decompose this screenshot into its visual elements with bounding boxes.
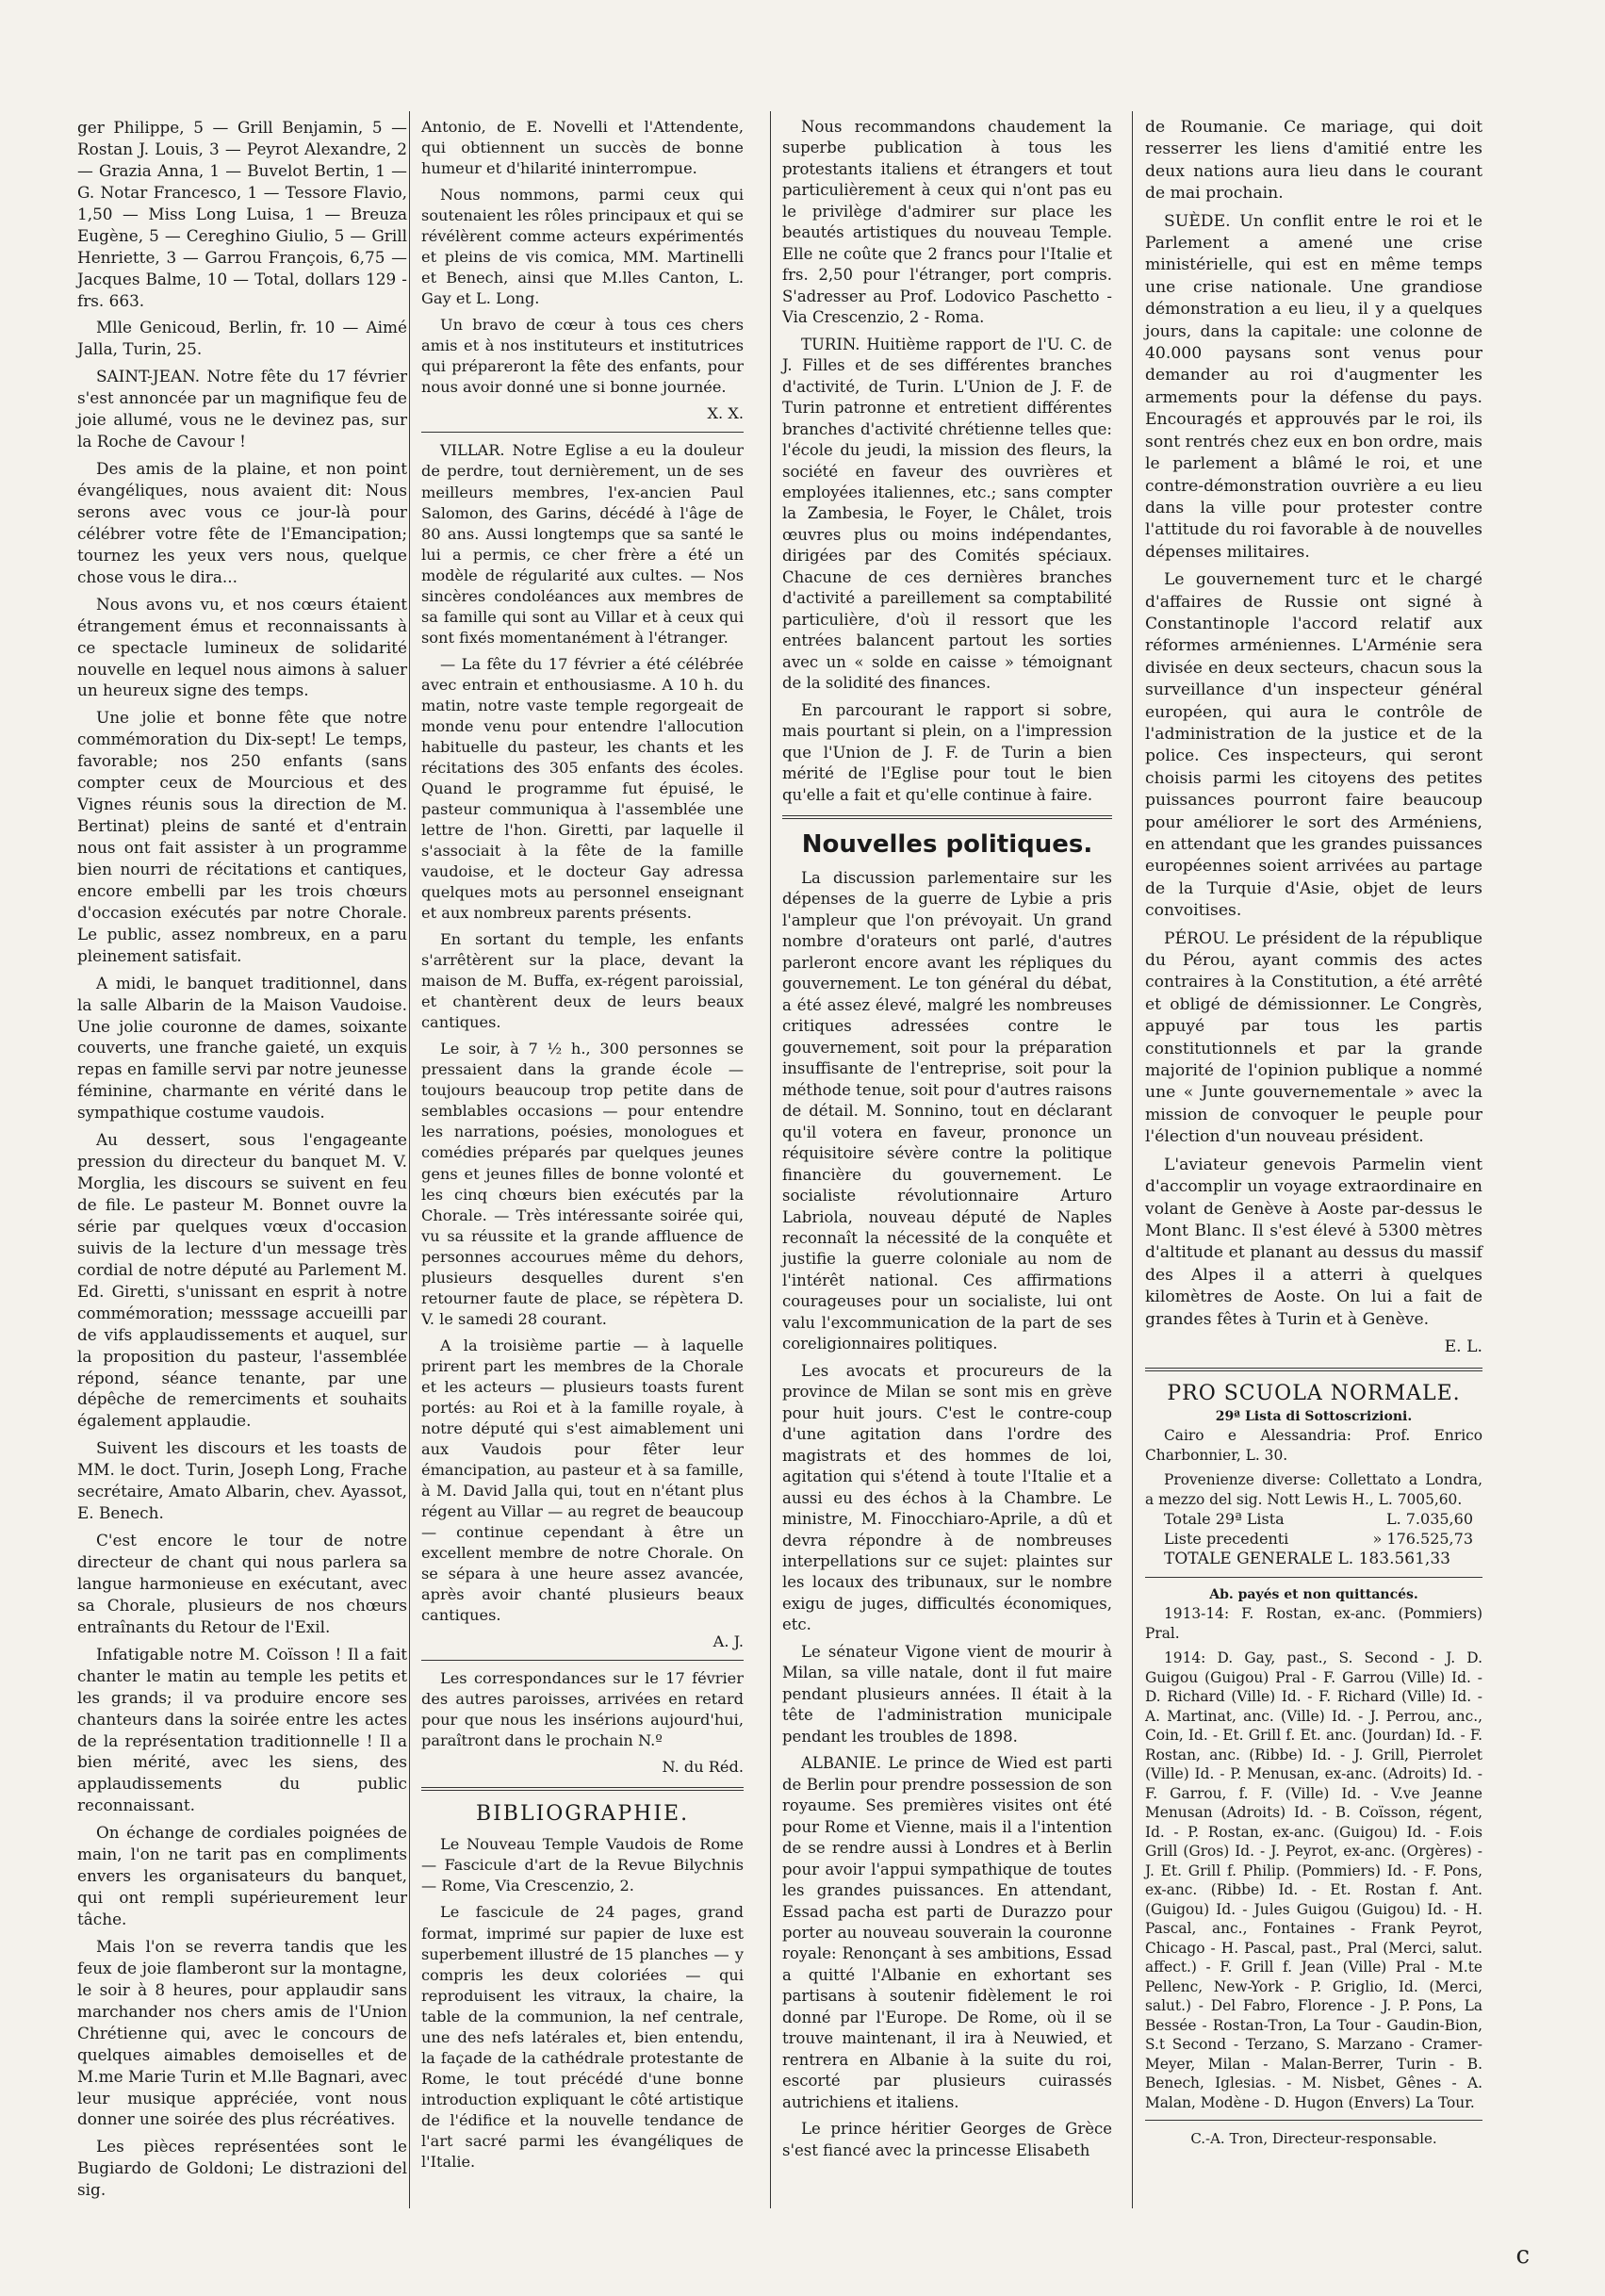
abonnements-entry: 1913-14: F. Rostan, ex-anc. (Pommiers) Pral. bbox=[1145, 1605, 1482, 1642]
section-title-bibliographie: BIBLIOGRAPHIE. bbox=[475, 1802, 690, 1827]
separator-rule bbox=[421, 432, 744, 433]
section-title-nouvelles-politiques: Nouvelles politiques. bbox=[801, 830, 1093, 859]
paragraph: Mlle Genicoud, Berlin, fr. 10 — Aimé Jalla, Turin, 25. bbox=[77, 318, 407, 359]
total-label: Totale 29ª Lista bbox=[1164, 1510, 1285, 1529]
separator-rule bbox=[1145, 1577, 1482, 1578]
abonnements-entry: 1914: D. Gay, past., S. Second - J. D. Guigou (Guigou) Pral - F. Garrou (Ville) Id. - D. Richard (Ville) Id. - F. Richard (Ville) Id. - A. Martinat, anc. (Ville) Id. - J. Perrou, anc., Coin, Id. - Et. Grill f. Et. anc. (Jourdan) Id. - F. Rostan, anc. (Ribbe) Id. - J. Grill, Pierrolet (Ville) Id. - P. Menusan, ex-anc. (Adroits) Id. - F. Garrou, f. F. (Ville) Id. - V.ve Jeanne Menusan (Adroits) Id. - B. Coïsson, régent, Id. - P. Rostan, ex-anc. (Guigou) Id. - F.ois Grill (Gros) Id. - J. Peyrot, ex-anc. (Orgères) - J. Et. Grill f. Philip. (Pommiers) Id. - F. Pons, ex-anc. (Ribbe) Id. - Et. Rostan f. Ant. (Guigou) Id. - Jules Guigou (Guigou) Id. - H. Pascal, anc., Fontaines - Frank Peyrot, Chicago - H. Pascal, past., Pral (Merci, salut. affect.) - F. Grill f. Jean (Ville) Pral - M.te Pellenc, New-York - P. Griglio, Id. (Merci, salut.) - Del Fabro, Florence - J. P. Pons, La Bessée - Rostan-Tron, La Tour - Gaudin-Bion, S.t Second - Terzano, S. Marzano - Cramer-Meyer, Milan - Malan-Berrer, Turin - B. Benech, Iglesias. - M. Nisbet, Gênes - A. Malan, Modène - D. Hugon (Envers) La Tour. bbox=[1145, 1649, 1482, 2111]
paragraph: A la troisième partie — à laquelle prirent part les membres de la Chorale et les acteurs — plusieurs toasts furent portés: au Roi et à la famille royale, à notre député qui s'est aimablement uni aux Vaudois pour fêter leur émancipation, au pasteur et à sa famille, à M. David Jalla qui, tout en n'étant plus régent au Villar — au regret de beaucoup — continue cependant à être un excellent membre de notre Chorale. On se sépara à une heure assez avancée, après avoir chanté plusieurs beaux cantiques. bbox=[421, 1336, 744, 1625]
paragraph: Les correspondances sur le 17 février des autres paroisses, arrivées en retard pour que nous les insérions aujourd'hui, paraîtront dans le prochain N.º bbox=[421, 1669, 744, 1750]
separator-rule bbox=[421, 1787, 744, 1791]
paragraph: Nous nommons, parmi ceux qui soutenaient les rôles principaux et qui se révélèrent comme acteurs expérimentés et pleins de vis comica, MM. Martinelli et Benech, ainsi que M.lles Canton, L. Gay et L. Long. bbox=[421, 186, 744, 308]
paragraph: Suivent les discours et les toasts de MM. le doct. Turin, Joseph Long, Frache secrétaire, Amato Albarin, chev. Ayassot, E. Benech. bbox=[77, 1438, 407, 1523]
signature: X. X. bbox=[707, 404, 744, 423]
total-value: » 176.525,73 bbox=[1372, 1530, 1473, 1549]
paragraph: On échange de cordiales poignées de main, l'on ne tarit pas en compliments envers les organisateurs du banquet, qui ont rempli supérieurement leur tâche. bbox=[77, 1823, 407, 1928]
paragraph: C'est encore le tour de notre directeur de chant qui nous parlera sa langue harmonieuse en exécutant, avec sa Chorale, plusieurs de nos chœurs entraînants du Retour de l'Exil. bbox=[77, 1531, 407, 1636]
separator-rule bbox=[1145, 1368, 1482, 1371]
abonnements-title: Ab. payés et non quittancés. bbox=[1209, 1587, 1418, 1603]
section-title-pro-scuola-normale: PRO SCUOLA NORMALE. bbox=[1167, 1382, 1461, 1406]
paragraph: — La fête du 17 février a été célébrée avec entrain et enthousiasme. A 10 h. du matin, notre vaste temple regorgeait de monde venu pour entendre l'allocution habituelle du pasteur, les chants et les récitations des 305 enfants des écoles. Quand le programme fut épuisé, le pasteur communiqua à l'assemblée une lettre de l'hon. Giretti, par laquelle il s'associait à la fête de la famille vaudoise, et le docteur Gay adressa quelques mots au personnel enseignant et aux nombreux parents présents. bbox=[421, 654, 744, 923]
column-3 bbox=[782, 117, 1112, 2161]
signature: N. du Réd. bbox=[662, 1758, 744, 1777]
paragraph: ger Philippe, 5 — Grill Benjamin, 5 — Rostan J. Louis, 3 — Peyrot Alexandre, 2 — Grazia Anna, 1 — Buvelot Bertin, 1 — G. Notar Francesco, 1 — Tessore Flavio, 1,50 — Miss Long Luisa, 1 — Breuza Eugène, 5 — Cereghino Giulio, 5 — Grill Henriette, 3 — Garrou François, 6,75 — Jacques Balme, 10 — Total, dollars 129 - frs. 663. bbox=[77, 118, 407, 310]
column-4 bbox=[1145, 117, 1482, 2151]
paragraph: La discussion parlementaire sur les dépenses de la guerre de Lybie a pris l'ampleur que l'on prévoyait. Un grand nombre d'orateurs ont parlé, d'autres parleront encore avant les répliques du gouvernement. Le ton général du débat, a été assez élevé, malgré les nombreuses critiques adressées contre le gouvernement, soit pour la préparation insuffisante de l'entreprise, soit pour la méthode tenue, soit pour d'autres raisons de détail. M. Sonnino, tout en déclarant qu'il votera en faveur, prononce un réquisitoire sévère contre la politique financière du gouvernement. Le socialiste révolutionnaire Arturo Labriola, nouveau député de Naples reconnaît la nécessité de la conquête et justifie la guerre coloniale au nom de l'intérêt national. Ces affirmations courageuses pour un socialiste, lui ont valu l'excommunication de la part de ses coreligionnaires politiques. bbox=[782, 869, 1112, 1353]
paragraph: Un bravo de cœur à tous ces chers amis et à nos instituteurs et institutrices qui prépareront la fête des enfants, pour nous avoir donné une si bonne journée. bbox=[421, 316, 744, 397]
paragraph: Le Nouveau Temple Vaudois de Rome — Fascicule d'art de la Revue Bilychnis — Rome, Via Crescenzio, 2. bbox=[421, 1835, 744, 1895]
subscription-entry: Provenienze diverse: Collettato a Londra, a mezzo del sig. Nott Lewis H., L. 7005,60. bbox=[1145, 1471, 1482, 1508]
paragraph: SAINT-JEAN. Notre fête du 17 février s'est annoncée par un magnifique feu de joie allumé, vous ne le devinez pas, sur la Roche de Cavour ! bbox=[77, 367, 407, 451]
grand-total: TOTALE GENERALE L. 183.561,33 bbox=[1164, 1550, 1450, 1569]
signature: A. J. bbox=[712, 1632, 744, 1651]
column-rule bbox=[1132, 111, 1133, 2208]
paragraph: Antonio, de E. Novelli et l'Attendente, qui obtiennent un succès de bonne humeur et d'hilarité ininterrompue. bbox=[421, 118, 744, 178]
paragraph: Une jolie et bonne fête que notre commémoration du Dix-sept! Le temps, favorable; nos 250 enfants (sans compter ceux de Mourcious et des Vignes réunis sous la direction de M. Bertinat) pleins de santé et d'entrain nous ont fait assister à un programme bien nourri de récitations et cantiques, encore embelli par les trois chœurs d'occasion exécutés par notre Chorale. Le public, assez nombreux, en a paru pleinement satisfait. bbox=[77, 708, 407, 965]
paragraph: Nous recommandons chaudement la superbe publication à tous les protestants italiens et étrangers et tout particulièrement à ceux qui n'ont pas eu le privilège d'admirer sur place les beautés artistiques du nouveau Temple. Elle ne coûte que 2 francs pour l'Italie et frs. 2,50 pour l'étranger, port compris. S'adresser au Prof. Lodovico Paschetto - Via Crescenzio, 2 - Roma. bbox=[782, 118, 1112, 327]
paragraph: Des amis de la plaine, et non point évangéliques, nous avaient dit: Nous serons avec vous ce jour-là pour célébrer votre fête de l'Emancipation; tournez les yeux vers nous, quelque chose vous le dira... bbox=[77, 459, 407, 586]
subscription-list-subtitle: 29ª Lista di Sottoscrizioni. bbox=[1215, 1409, 1413, 1425]
subscription-entry: Cairo e Alessandria: Prof. Enrico Charbonnier, L. 30. bbox=[1145, 1427, 1482, 1464]
paragraph: Le prince héritier Georges de Grèce s'est fiancé avec la princesse Elisabeth bbox=[782, 2120, 1112, 2159]
paragraph: En parcourant le rapport si sobre, mais pourtant si plein, on a l'impression que l'Union de J. F. de Turin a bien mérité de l'Eglise pour tout le bien qu'elle a fait et qu'elle continue à faire. bbox=[782, 700, 1112, 804]
paragraph: SUÈDE. Un conflit entre le roi et le Parlement a amené une crise ministérielle, qui est en même temps une crise nationale. Une grandiose démonstration a eu lieu, il y a quelques jours, dans la capitale: une colonne de 40.000 paysans sont venus pour demander au roi d'augmenter les armements pour la défense du pays. Encouragés et approuvés par le roi, ils sont rentrés chez eux en bon ordre, mais le parlement a blâmé le roi, et une contre-démonstration ouvrière a eu lieu dans la ville pour protester contre l'attitude du roi favorable à de nouvelles dépenses militaires. bbox=[1145, 211, 1482, 562]
paragraph: En sortant du temple, les enfants s'arrêtèrent sur la place, devant la maison de M. Buffa, ex-régent paroissial, et chantèrent deux de leurs beaux cantiques. bbox=[421, 930, 744, 1032]
paragraph: ALBANIE. Le prince de Wied est parti de Berlin pour prendre possession de son royaume. Ses premières visites ont été pour Rome et Vienne, mais il a l'intention de se rendre aussi à Londres et à Berlin pour avoir l'appui sympathique de toutes les grandes puissances. En attendant, Essad pacha est parti de Durazzo pour porter au nouveau souverain la couronne royale: Renonçant à ses ambitions, Essad a quitté l'Albanie en exhortant ses partisans à soutenir fidèlement le roi donné par l'Europe. De Rome, où il se trouve maintenant, il ira à Neuwied, et rentrera en Albanie à la suite du roi, escorté par plusieurs cuirassés autrichiens et italiens. bbox=[782, 1754, 1112, 2111]
paragraph: Les pièces représentées sont le Bugiardo de Goldoni; Le distrazioni del sig. bbox=[77, 2137, 407, 2200]
paragraph: Le soir, à 7 ½ h., 300 personnes se pressaient dans la grande école — toujours beaucoup trop petite dans de semblables occasions — pour entendre les narrations, poésies, monologues et comédies préparés par quelques jeunes gens et jeunes filles de bonne volonté et les cinq chœurs bien exécutés par la Chorale. — Très intéressante soirée qui, vu sa réussite et la grande affluence de personnes accourues même du dehors, plusieurs desquelles durent s'en retourner faute de place, se répètera D. V. le samedi 28 courant. bbox=[421, 1040, 744, 1328]
paragraph: Nous avons vu, et nos cœurs étaient étrangement émus et reconnaissants à ce spectacle lumineux de solidarité nouvelle en lequel nous aimons à saluer un heureux signe des temps. bbox=[77, 594, 407, 700]
paragraph: Le fascicule de 24 pages, grand format, imprimé sur papier de luxe est superbement illustré de 15 planches — y compris les deux coloriées — qui reproduisent les vitraux, la chaire, la table de la communion, la nef centrale, une des nefs latérales et, bien entendu, la façade de la cathédrale protestante de Rome, le tout précédé d'une bonne introduction expliquant le côté artistique de l'édifice et la nouvelle tendance de l'art sacré parmi les évangéliques de l'Italie. bbox=[421, 1903, 744, 2171]
separator-rule bbox=[421, 1660, 744, 1661]
total-label: Liste precedenti bbox=[1164, 1530, 1289, 1549]
column-rule bbox=[770, 111, 771, 2208]
paragraph: Le sénateur Vigone vient de mourir à Milan, sa ville natale, dont il fut maire pendant plusieurs années. Il était à la tête de l'administration municipale pendant les troubles de 1898. bbox=[782, 1642, 1112, 1746]
total-value: L. 7.035,60 bbox=[1385, 1510, 1473, 1529]
paragraph: VILLAR. Notre Eglise a eu la douleur de perdre, tout dernièrement, un de ses meilleurs membres, l'ex-ancien Paul Salomon, des Garins, décédé à l'âge de 80 ans. Aussi longtemps que sa santé le lui a permis, ce cher frère a été un modèle de régularité aux cultes. — Nos sincères condoléances aux membres de sa famille qui sont au Villar et à ceux qui sont fixés momentanément à l'étranger. bbox=[421, 441, 744, 647]
paragraph: L'aviateur genevois Parmelin vient d'accomplir un voyage extraordinaire en volant de Genève à Aoste par-dessus le Mont Blanc. Il s'est élevé à 5300 mètres d'altitude et planant au dessus du massif des Alpes il a atterri à quelques kilomètres de Aoste. On lui a fait de grandes fêtes à Turin et à Genève. bbox=[1145, 1155, 1482, 1329]
paragraph: Infatigable notre M. Coïsson ! Il a fait chanter le matin au temple les petits et les grands; il va produire encore ses chanteurs dans la soirée entre les actes de la représentation traditionnelle ! Il a bien mérité, avec les siens, des applaudissements du public reconnaissant. bbox=[77, 1644, 407, 1815]
scan-mark: c bbox=[1515, 2241, 1530, 2270]
signature: E. L. bbox=[1444, 1337, 1482, 1356]
paragraph: TURIN. Huitième rapport de l'U. C. de J. Filles et de ses différentes branches d'activité, de Turin. L'Union de J. F. de Turin patronne et entretient différentes branches d'activité chrétienne telles que: l'école du jeudi, la mission des fleurs, la société en faveur des ouvrières et employées italiennes, etc.; sans compter la Zambesia, le Foyer, le Châlet, trois œuvres plus ou moins indépendantes, dirigées par des Comités spéciaux. Chacune de ces dernières branches d'activité a pareillement sa comptabilité particulière, d'où il ressort que les entrées balancent partout les sorties avec un « solde en caisse » témoignant de la solidité des finances. bbox=[782, 335, 1112, 693]
separator-rule bbox=[782, 815, 1112, 819]
paragraph: Mais l'on se reverra tandis que les feux de joie flamberont sur la montagne, le soir à 8 heures, pour applaudir sans marchander nos chers amis de l'Union Chrétienne qui, avec le concours de quelques aimables demoiselles et de M.me Marie Turin et M.lle Bagnari, avec leur musique appréciée, vont nous donner une soirée des plus récréatives. bbox=[77, 1936, 407, 2129]
paragraph: A midi, le banquet traditionnel, dans la salle Albarin de la Maison Vaudoise. Une jolie couronne de dames, soixante couverts, une franche gaieté, un exquis repas en famille servi par notre jeunesse féminine, charmante en vérité dans le sympathique costume vaudois. bbox=[77, 973, 407, 1123]
column-rule bbox=[409, 111, 410, 2208]
paragraph: PÉROU. Le président de la république du Pérou, ayant commis des actes contraires à la Constitution, a été arrêté et obligé de démissionner. Le Congrès, appuyé par tous les partis constitutionnels et par la grande majorité de l'opinion publique a nommé une « Junte gouvernementale » avec la mission de convoquer le peuple pour l'élection d'un nouveau président. bbox=[1145, 928, 1482, 1147]
paragraph: de Roumanie. Ce mariage, qui doit resserrer les liens d'amitié entre les deux nations aura lieu dans le courant de mai prochain. bbox=[1145, 118, 1482, 204]
total-row bbox=[1145, 1529, 1482, 1549]
paragraph: Au dessert, sous l'engageante pression du directeur du banquet M. V. Morglia, les discours se suivent en feu de file. Le pasteur M. Bonnet ouvre la série par quelques vœux d'occasion suivis de la lecture d'un message très cordial de notre député au Parlement M. Ed. Giretti, s'unissant en esprit à notre commémoration; messsage accueilli par de vifs applaudissements et auquel, sur la proposition du pasteur, l'assemblée répond, séance tenante, par une dépêche de remerciments et souhaits également applaudie. bbox=[77, 1130, 407, 1431]
paragraph: Les avocats et procureurs de la province de Milan se sont mis en grève pour huit jours. C'est le contre-coup d'une agitation dans l'ordre des magistrats et des hommes de loi, agitation qui s'étend à toute l'Italie et a aussi eu des échos à la Chambre. Le ministre, M. Finocchiaro-Aprile, a dû et devra répondre à de nombreuses interpellations sur ce sujet: plaintes sur les locaux des tribunaux, sur le nombre exigu de juges, difficultés économiques, etc. bbox=[782, 1361, 1112, 1634]
separator-rule bbox=[1145, 2120, 1482, 2121]
column-1 bbox=[77, 117, 407, 2201]
director-signature: C.-A. Tron, Directeur-responsable. bbox=[1190, 2130, 1437, 2148]
paragraph: Le gouvernement turc et le chargé d'affaires de Russie ont signé à Constantinople l'accord relatif aux réformes arméniennes. L'Arménie sera divisée en deux secteurs, chacun sous la surveillance d'un inspecteur général européen, qui aura le contrôle de l'administration de la justice et de la police. Ces inspecteurs, qui seront choisis parmi les citoyens des petites puissances pourront faire beaucoup pour améliorer le sort des Arméniens, en attendant que les grandes puissances européennes soient arrivées au partage de la Turquie d'Asie, objet de leurs convoitises. bbox=[1145, 570, 1482, 921]
column-2 bbox=[421, 117, 744, 2173]
total-row bbox=[1145, 1509, 1482, 1529]
